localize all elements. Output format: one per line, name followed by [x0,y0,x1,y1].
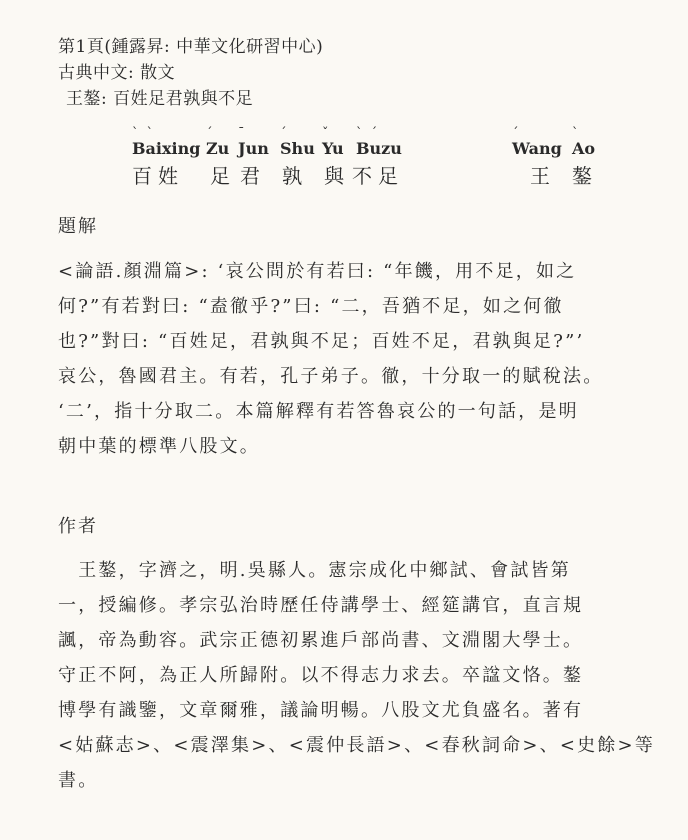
hanzi-ao: 鏊 [572,164,598,188]
text-line: 朝中葉的標準八股文。 [58,436,260,457]
section-title-zuozhe: 作者 [58,516,98,537]
text-line: 諷，帝為動容。武宗正德初累進戶部尚書、文淵閣大學士。 [58,630,584,651]
hanzi-zu: 足 [210,164,236,188]
hanzi-shu: 孰 [282,164,308,188]
text-line: 博學有識鑒，文章爾雅，議論明暢。八股文尤負盛名。著有 [58,700,584,721]
pinyin-wang [512,128,562,158]
pinyin-zu [206,128,229,158]
hanzi-jun: 君 [240,164,266,188]
pinyin-shu [280,128,315,158]
hanzi-buzu: 不足 [352,164,404,188]
pinyin-text: Ao [572,139,596,158]
category-line: 古典中文: 散文 [58,63,176,83]
text-line: 王鏊，字濟之，明.吳縣人。憲宗成化中鄉試、會試皆第 [58,560,571,581]
text-line: 哀公，魯國君主。有若，孔子弟子。徹，十分取一的賦稅法。 [58,366,604,387]
text-line: ‘二’，指十分取二。本篇解釋有若答魯哀公的一句話，是明 [58,401,579,422]
text-line: 一，授編修。孝宗弘治時歷任侍講學士、經筵講官，直言規 [58,595,584,616]
tone-marks: ˉ [238,126,247,141]
pinyin-jun [238,128,269,158]
tone-marks: ˊ [512,126,521,141]
pinyin-buzu [356,128,402,158]
pinyin-text: Wang [512,139,562,158]
hanzi-baixing: 百姓 [132,164,184,188]
article-title-line: 王鏊: 百姓足君孰與不足 [66,89,254,109]
pinyin-yu [322,128,344,158]
pinyin-text: Zu [206,139,230,158]
text-line: <姑蘇志>、<震澤集>、<震仲長語>、<春秋詞命>、<史餘>等 [58,735,656,756]
pinyin-text: Buzu [356,139,402,158]
pinyin-text: Baixing [132,139,201,158]
section-title-tijie: 題解 [58,216,98,237]
hanzi-wang: 王 [530,164,556,188]
tone-marks: ˋ [572,126,581,141]
hanzi-yu: 與 [324,164,350,188]
tone-marks: ˊ [280,126,289,141]
tone-marks: ˊ [206,126,215,141]
source-line: 第1頁(鍾露昇: 中華文化研習中心) [58,37,324,57]
tijie-paragraph [58,254,658,464]
tone-marks: ˇ [322,126,331,141]
zuozhe-paragraph [58,553,658,798]
pinyin-ao [572,128,595,158]
text-line: 也?”對曰: “百姓足，君孰與不足；百姓不足，君孰與足?”’ [58,331,585,352]
pinyin-text: Yu [322,139,344,158]
text-line: 守正不阿，為正人所歸附。以不得志力求去。卒諡文恪。鏊 [58,665,584,686]
tone-marks: ˋ ˋ [132,126,156,141]
pinyin-text: Jun [238,139,269,158]
text-line: <論語.顏淵篇>: ‘哀公問於有若曰: “年饑，用不足，如之 [58,261,577,282]
text-line: 書。 [58,770,99,791]
pinyin-text: Shu [280,139,315,158]
pinyin-baixing [132,128,200,158]
text-line: 何?”有若對曰: “盍徹乎?”曰: “二，吾猶不足，如之何徹 [58,296,564,317]
tone-marks: ˋ ˊ [356,126,380,141]
title-pinyin-row [0,128,688,188]
